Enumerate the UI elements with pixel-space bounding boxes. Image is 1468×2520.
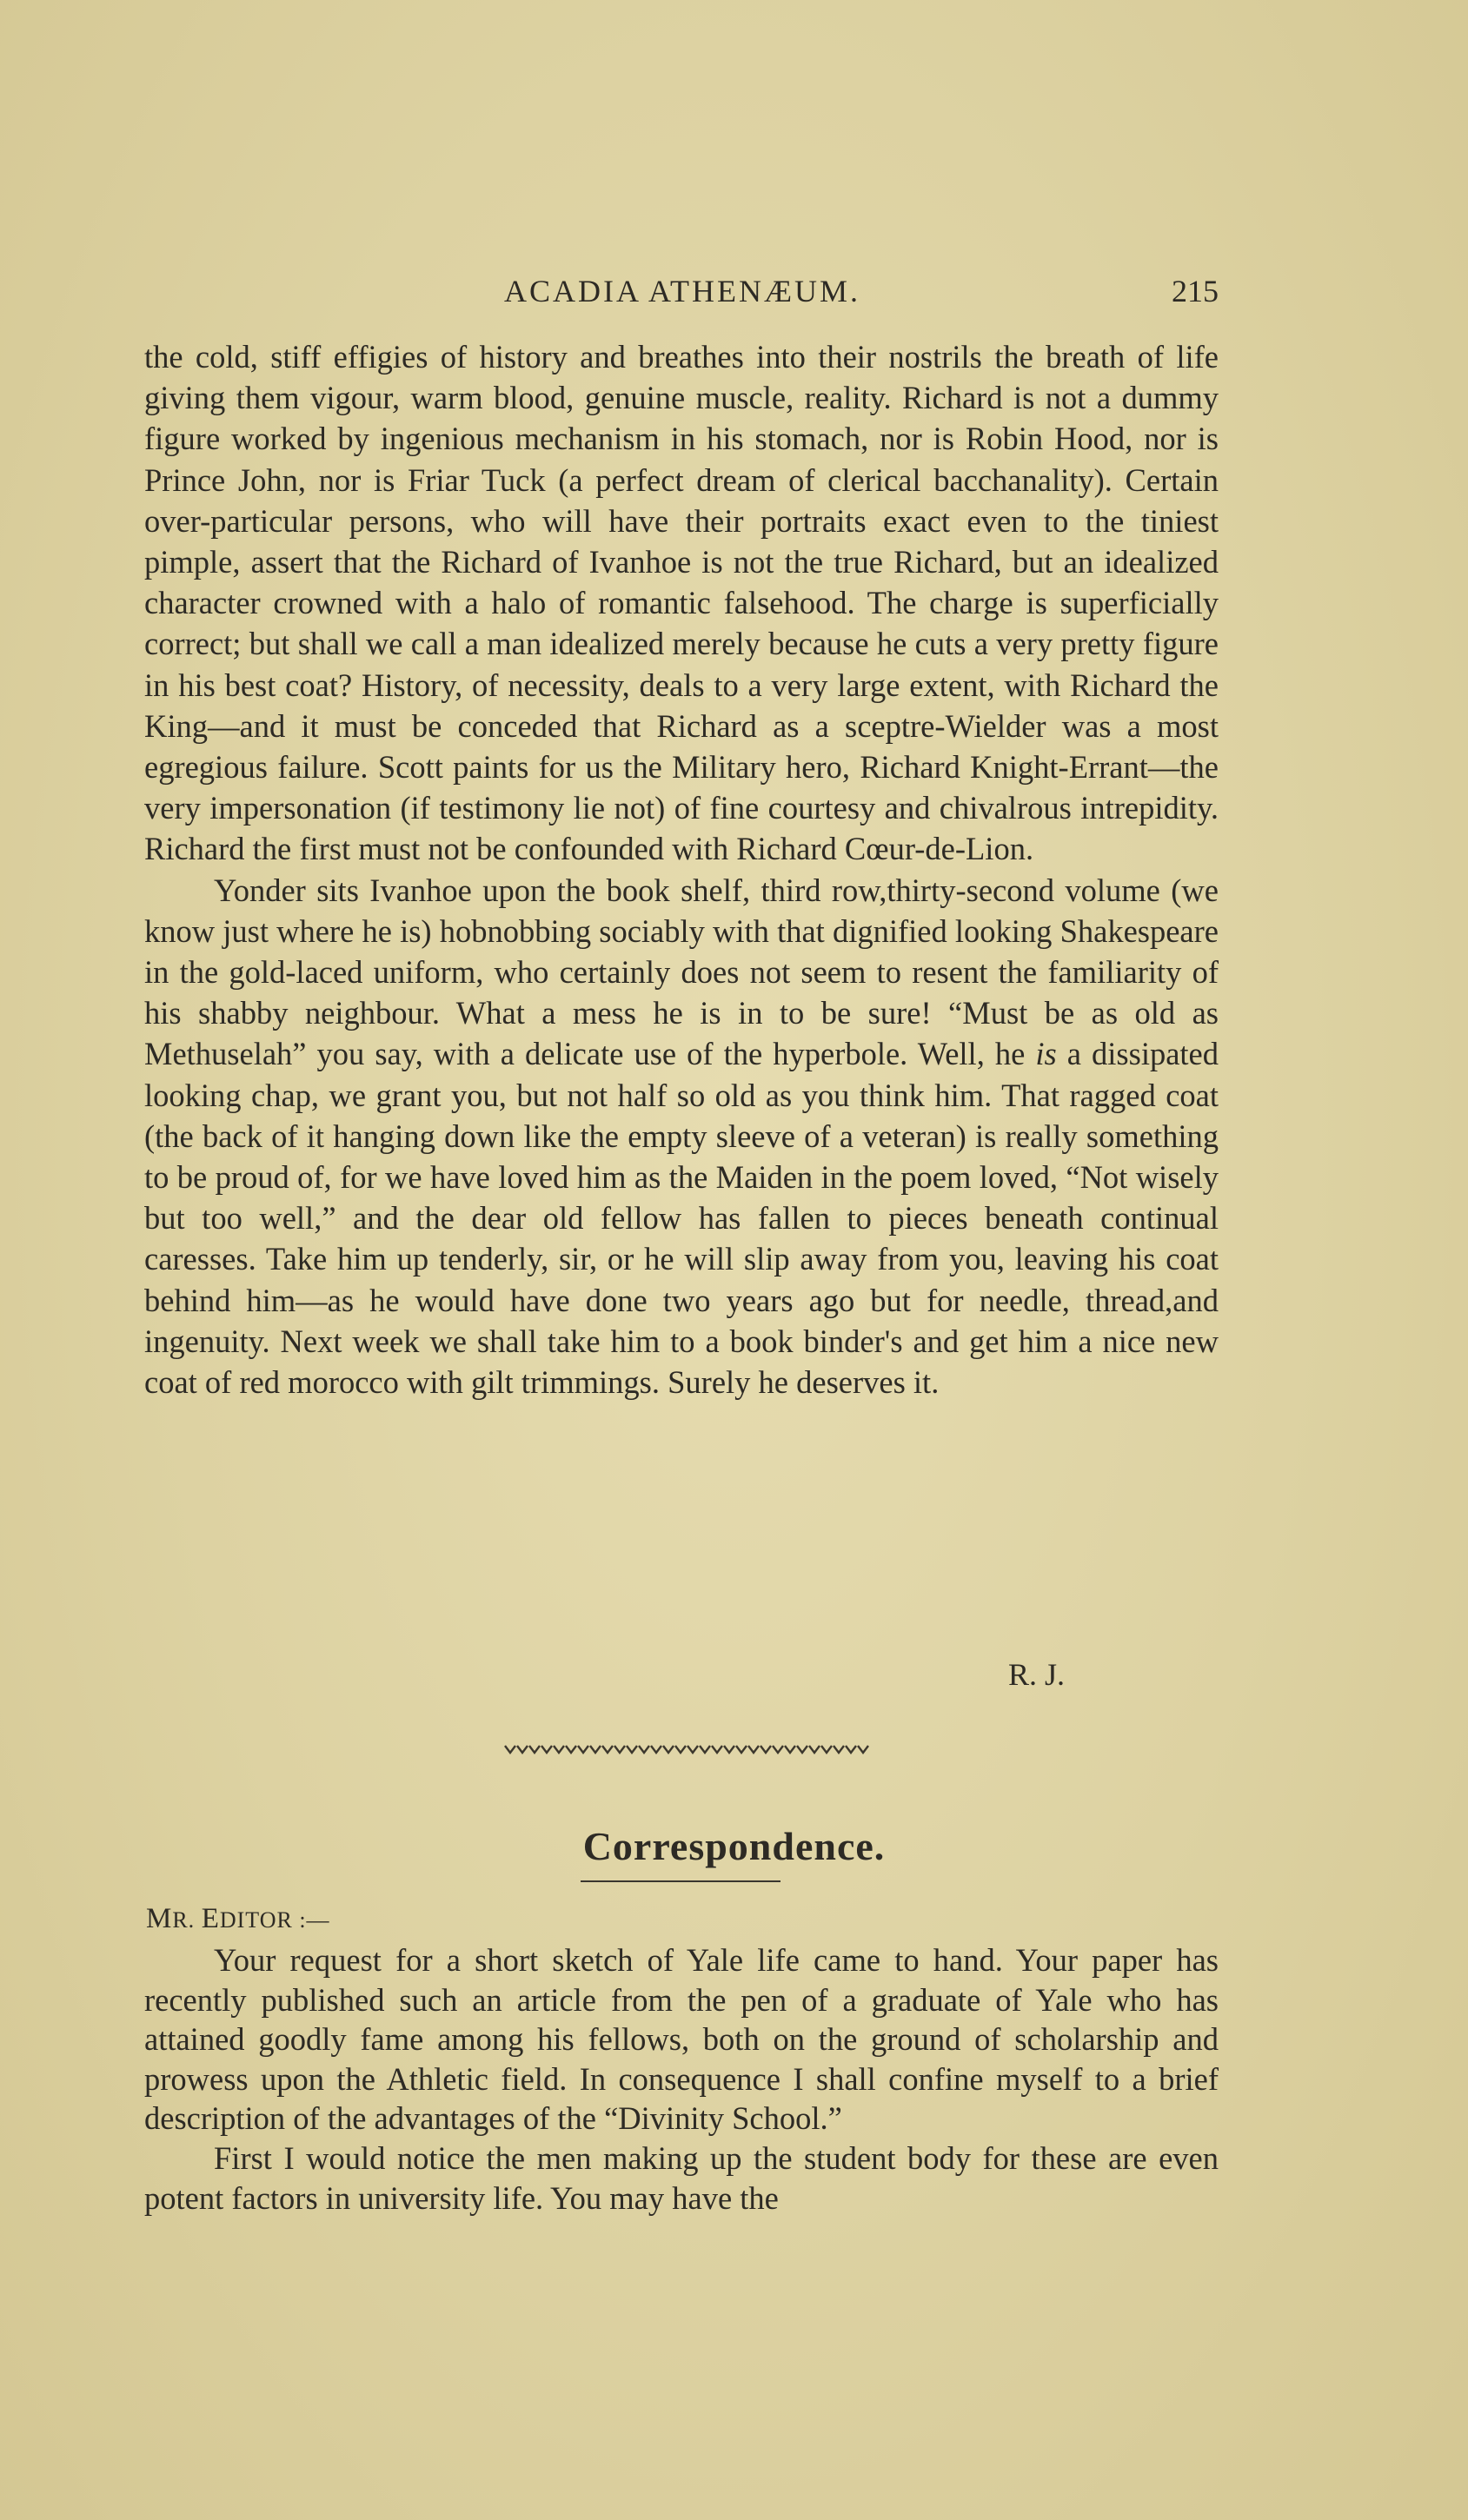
correspondence-paragraph-1: Your request for a short sketch of Yale life came to hand. Your paper has recently published such an article from the pen of a graduate of Yale who has attained goodly fame among his fellows, both on the ground of scholarship and prowess upon the Athletic field. In consequence I shall confine myself to a brief description of the advantages of the “Divinity School.” bbox=[144, 1942, 1219, 2137]
paragraph-2-text-start: Yonder sits Ivanhoe upon the book shelf, third row,thirty-second volume (we know just where he is) hobnobbing sociably with that dignified looking Shakespeare in the gold-laced uniform, who certainly does not seem to resent the familiarity of his shabby neighbour. What a mess he is in to be sure! “Must be as old as Methuselah” you say, with a delicate use of the hyperbole. Well, he bbox=[144, 872, 1219, 1072]
page-number: 215 bbox=[1172, 274, 1219, 308]
paragraph-2-text-end: a dissipated looking chap, we grant you, but not half so old as you think him. That ragged coat (the back of it hanging down like the empty sleeve of a veteran) is really something to be proud of, for we have loved him as the Maiden in the poem loved, “Not wisely but too well,” and the dear old fellow has fallen to pieces beneath continual caresses. Take him up tenderly, sir, or he will slip away from you, leaving his coat behind him—as he would have done two years ago but for needle, thread,and ingenuity. Next week we shall take him to a book binder's and get him a nice new coat of red morocco with gilt trimmings. Surely he deserves it. bbox=[144, 1036, 1219, 1401]
emphasis-is: is bbox=[1035, 1036, 1057, 1072]
salutation-initial-2: E bbox=[201, 1903, 220, 1934]
running-title: ACADIA ATHENÆUM. bbox=[503, 274, 861, 308]
decorative-divider-ornament bbox=[504, 1743, 869, 1755]
salutation-initial-1: M bbox=[146, 1903, 173, 1934]
article-paragraph-2 bbox=[144, 870, 1219, 1403]
author-signature: R. J. bbox=[1008, 1657, 1066, 1692]
article-body bbox=[144, 336, 1219, 1403]
running-header bbox=[146, 272, 1219, 310]
correspondence-paragraph-2: First I would notice the men making up the student body for these are even potent factors in university life. You may have the bbox=[144, 2139, 1219, 2216]
salutation bbox=[146, 1903, 330, 1935]
section-heading-correspondence: Correspondence. bbox=[582, 1824, 886, 1868]
salutation-text-1: R. bbox=[172, 1907, 202, 1933]
heading-underline bbox=[581, 1880, 780, 1882]
salutation-text-2: DITOR :— bbox=[219, 1907, 330, 1933]
article-paragraph-1: the cold, stiff effigies of history and breathes into their nostrils the breath of life giving them vigour, warm blood, genuine muscle, reality. Richard is not a dummy figure worked by ingenious mechanism in his stomach, nor is Robin Hood, nor is Prince John, nor is Friar Tuck (a perfect dream of clerical bacchanality). Certain over-particular persons, who will have their portraits exact even to the tiniest pimple, assert that the Richard of Ivanhoe is not the true Richard, but an idealized character crowned with a halo of romantic falsehood. The charge is superficially correct; but shall we call a man idealized merely because he cuts a very pretty figure in his best coat? History, of necessity, deals to a very large extent, with Richard the King—and it must be conceded that Richard as a sceptre-Wielder was a most egregious failure. Scott paints for us the Military hero, Richard Knight-Errant—the very impersonation (if testimony lie not) of fine courtesy and chivalrous intrepidity. Richard the first must not be confounded with Richard Cœur-de-Lion. bbox=[144, 339, 1219, 867]
correspondence-body bbox=[144, 1940, 1219, 2218]
